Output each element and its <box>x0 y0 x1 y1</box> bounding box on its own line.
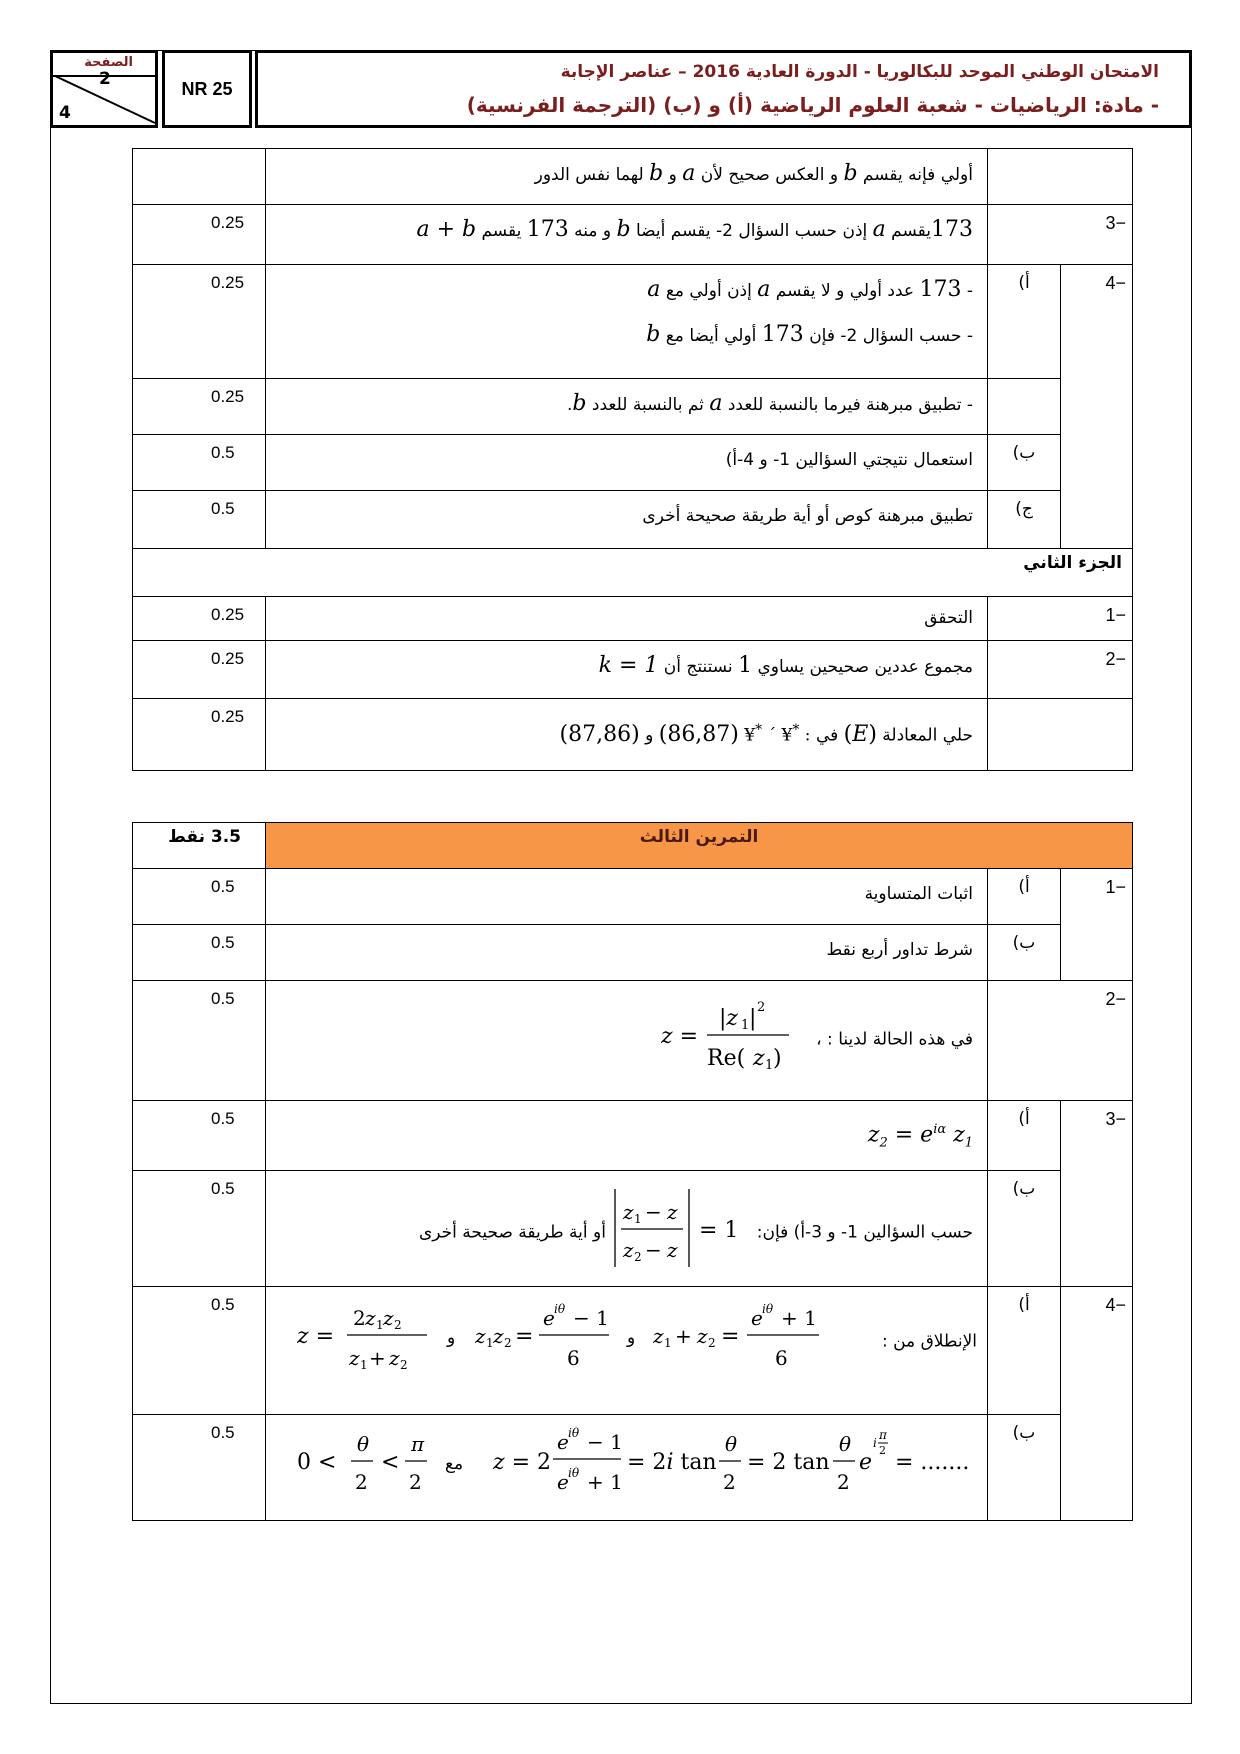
svg-text:iθ: iθ <box>553 1302 565 1316</box>
svg-text:2: 2 <box>723 1470 736 1494</box>
svg-text:1: 1 <box>764 1058 774 1073</box>
svg-text:π: π <box>411 1432 425 1456</box>
svg-text:=: = <box>720 1324 740 1349</box>
score: 0.5 <box>133 1101 266 1171</box>
svg-text:1: 1 <box>359 1358 368 1372</box>
sub-question: ج) <box>988 491 1061 549</box>
answer-text: أولي فإنه يقسم b و العكس صحيح لأن a و b لهما نفس الدور <box>266 149 988 205</box>
sub-question: أ) <box>988 1287 1061 1415</box>
question-number: 2− <box>988 981 1133 1101</box>
svg-text:z: z <box>652 1324 664 1348</box>
svg-text:− 1: − 1 <box>587 1430 623 1454</box>
svg-text:z =: z = <box>493 1450 531 1475</box>
question-number: 1− <box>988 597 1133 641</box>
svg-text:= 1: = 1 <box>699 1218 739 1243</box>
svg-text:− 1: − 1 <box>572 1306 609 1330</box>
answer-text: $z_2 = e^{i\alpha}$ $z_1$ <box>266 1101 988 1171</box>
svg-text:= 2 tan: = 2 tan <box>747 1450 830 1475</box>
answers-table-exercise3 <box>132 822 1133 1521</box>
table-row <box>133 925 1133 981</box>
svg-text:= 2i tan: = 2i tan <box>627 1450 717 1475</box>
sub-question: ب) <box>988 1415 1061 1521</box>
svg-text:z: z <box>667 1200 678 1224</box>
svg-text:1: 1 <box>485 1336 494 1350</box>
svg-text:z: z <box>752 1046 765 1071</box>
svg-text:z: z <box>492 1324 504 1348</box>
sub-question: أ) <box>988 1101 1061 1171</box>
svg-text:e: e <box>557 1470 569 1494</box>
svg-text:θ: θ <box>357 1432 370 1456</box>
svg-text:2: 2 <box>756 1000 766 1015</box>
svg-text:iθ: iθ <box>568 1466 580 1480</box>
svg-text:|: | <box>748 1006 757 1031</box>
svg-text:e: e <box>859 1450 873 1475</box>
question-number: 2− <box>988 641 1133 699</box>
score: 0.25 <box>133 379 266 435</box>
answer-text: في هذه الحالة لدينا : ، z = |z 1 | 2 Re( z 1 ) <box>266 981 988 1101</box>
svg-text:2: 2 <box>707 1336 716 1350</box>
exercise-points: 3.5 نقط <box>133 823 266 869</box>
answer-text: اثبات المتساوية <box>266 869 988 925</box>
svg-text:6: 6 <box>566 1346 580 1370</box>
formula-z-modulus <box>661 995 811 1075</box>
answer-text: حسب السؤالين 1- و 3-أ) فإن: z 1 − z z 2 − z = 1 أو أية طريقة صحيحة أخرى <box>266 1171 988 1287</box>
svg-text:2: 2 <box>503 1336 512 1350</box>
svg-text:z: z <box>382 1306 394 1330</box>
svg-text:2: 2 <box>352 1306 366 1330</box>
svg-text:z: z <box>388 1346 400 1370</box>
question-number: 3− <box>1061 1101 1133 1171</box>
formula-starting-point <box>297 1295 877 1379</box>
svg-text:0 <: 0 < <box>297 1450 337 1475</box>
table-row <box>133 205 1133 265</box>
page-number-box <box>50 50 158 128</box>
svg-text:و: و <box>626 1328 635 1348</box>
question-number: 3− <box>988 205 1133 265</box>
score: 0.25 <box>133 641 266 699</box>
answer-text: 173يقسم a إذن حسب السؤال 2- يقسم أيضا b و منه 173 يقسم a + b <box>266 205 988 265</box>
score: 0.5 <box>133 491 266 549</box>
table-row <box>133 699 1133 771</box>
svg-text:=: = <box>514 1324 534 1349</box>
svg-text:2: 2 <box>409 1470 422 1494</box>
answer-text: - 173 عدد أولي و لا يقسم a إذن أولي مع a - حسب السؤال 2- فإن 173 أولي أيضا مع b <box>266 265 988 379</box>
svg-text:z: z <box>623 1200 634 1224</box>
table-row <box>133 823 1133 869</box>
svg-text:1: 1 <box>634 1212 642 1226</box>
svg-text:z: z <box>667 1238 678 1262</box>
svg-text:و: و <box>446 1328 455 1348</box>
table-row <box>133 1415 1133 1521</box>
answer-text: حلي المعادلة (E) في ¥* ´ ¥* : (86,87) و (87,86) <box>266 699 988 771</box>
svg-text:z: z <box>348 1346 360 1370</box>
svg-text:Re(: Re( <box>706 1046 745 1071</box>
svg-text:iθ: iθ <box>568 1426 580 1440</box>
table-row <box>133 435 1133 491</box>
svg-text:z: z <box>623 1238 634 1262</box>
table-row <box>133 1287 1133 1415</box>
svg-text:): ) <box>772 1046 782 1071</box>
table-row <box>133 1101 1133 1171</box>
svg-text:= .......: = ....... <box>895 1450 970 1475</box>
svg-text:e: e <box>542 1306 555 1330</box>
svg-text:+ 1: + 1 <box>587 1470 623 1494</box>
table-row <box>133 379 1133 435</box>
svg-text:iθ: iθ <box>761 1302 773 1316</box>
svg-text:e: e <box>750 1306 763 1330</box>
question-number: 1− <box>1061 869 1133 925</box>
score: 0.5 <box>133 1287 266 1415</box>
exam-title-box <box>255 50 1192 128</box>
svg-text:1: 1 <box>740 1018 750 1033</box>
table-row <box>133 149 1133 205</box>
answer-text <box>266 1415 988 1521</box>
answer-text: استعمال نتيجتي السؤالين 1- و 4-أ) <box>266 435 988 491</box>
svg-text:e: e <box>557 1430 569 1454</box>
svg-text:2: 2 <box>879 1444 886 1457</box>
svg-text:<: < <box>381 1450 400 1475</box>
answer-text: مجموع عددين صحيحين يساوي 1 نستنتج أن k = 1 <box>266 641 988 699</box>
question-number: 4− <box>1061 1287 1133 1415</box>
svg-text:z: z <box>474 1324 486 1348</box>
formula-modulus-ratio <box>611 1185 751 1271</box>
svg-text:6: 6 <box>774 1346 788 1370</box>
exercise-title: التمرين الثالث <box>266 823 1133 869</box>
score: 0.25 <box>133 597 266 641</box>
answer-text: تطبيق مبرهنة كوص أو أية طريقة صحيحة أخرى <box>266 491 988 549</box>
table-row <box>133 549 1133 597</box>
svg-text:i: i <box>873 1436 877 1450</box>
svg-text:2: 2 <box>393 1318 402 1332</box>
sub-question: ب) <box>988 925 1061 981</box>
page-number: 2 <box>99 69 111 89</box>
svg-text:2: 2 <box>399 1358 408 1372</box>
svg-text:|z: |z <box>718 1006 738 1031</box>
sub-question: ب) <box>988 435 1061 491</box>
exam-code: NR 25 <box>162 50 252 128</box>
score: 0.5 <box>133 1171 266 1287</box>
svg-text:1: 1 <box>663 1336 672 1350</box>
table-row <box>133 869 1133 925</box>
table-row <box>133 491 1133 549</box>
svg-text:−: − <box>645 1200 663 1224</box>
score: 0.5 <box>133 435 266 491</box>
svg-text:2: 2 <box>537 1450 551 1475</box>
svg-text:−: − <box>645 1238 663 1262</box>
sub-question: أ) <box>988 265 1061 379</box>
svg-text:z =: z = <box>660 1024 698 1049</box>
svg-text:+ 1: + 1 <box>780 1306 817 1330</box>
svg-text:مع: مع <box>445 1454 464 1474</box>
table-row <box>133 597 1133 641</box>
score: 0.5 <box>133 1415 266 1521</box>
svg-text:2: 2 <box>355 1470 368 1494</box>
answer-text: شرط تداور أربع نقط <box>266 925 988 981</box>
page-total: 4 <box>59 103 71 123</box>
svg-text:π: π <box>879 1428 887 1442</box>
table-row <box>133 1171 1133 1287</box>
svg-text:θ: θ <box>839 1432 852 1456</box>
score: 0.25 <box>133 265 266 379</box>
formula-tangent <box>287 1421 977 1505</box>
score: 0.5 <box>133 981 266 1101</box>
svg-text:z: z <box>696 1324 708 1348</box>
answer-text: - تطبيق مبرهنة فيرما بالنسبة للعدد a ثم بالنسبة للعدد b. <box>266 379 988 435</box>
svg-text:z: z <box>364 1306 376 1330</box>
page-label: الصفحة <box>84 55 133 70</box>
svg-text:+: + <box>674 1324 692 1348</box>
score: 0.5 <box>133 869 266 925</box>
score: 0.25 <box>133 205 266 265</box>
svg-text:2: 2 <box>634 1250 642 1264</box>
svg-text:z =: z = <box>296 1324 334 1349</box>
score: 0.25 <box>133 699 266 771</box>
answer-text: الإنطلاق من : z = 2 z 1 z 2 z 1 + z 2 و z 1 z 2 = e iθ − 1 6 و z 1 + z 2 = e iθ + 1 6 <box>266 1287 988 1415</box>
svg-text:+: + <box>368 1346 386 1370</box>
sub-question: ب) <box>988 1171 1061 1287</box>
table-row <box>133 265 1133 379</box>
sub-question: أ) <box>988 869 1061 925</box>
question-number: 4− <box>1061 265 1133 379</box>
svg-text:θ: θ <box>725 1432 738 1456</box>
answer-text: التحقق <box>266 597 988 641</box>
table-row <box>133 641 1133 699</box>
table-row <box>133 981 1133 1101</box>
part2-title: الجزء الثاني <box>133 549 1133 597</box>
exam-title-line2: - مادة: الرياضيات - شعبة العلوم الرياضية (أ) و (ب) (الترجمة الفرنسية) <box>466 93 1159 117</box>
svg-text:1: 1 <box>375 1318 384 1332</box>
answers-table-part1 <box>132 148 1133 771</box>
exam-title-line1: الامتحان الوطني الموحد للبكالوريا - الدورة العادية 2016 – عناصر الإجابة <box>560 62 1159 82</box>
score: 0.5 <box>133 925 266 981</box>
svg-text:2: 2 <box>837 1470 850 1494</box>
